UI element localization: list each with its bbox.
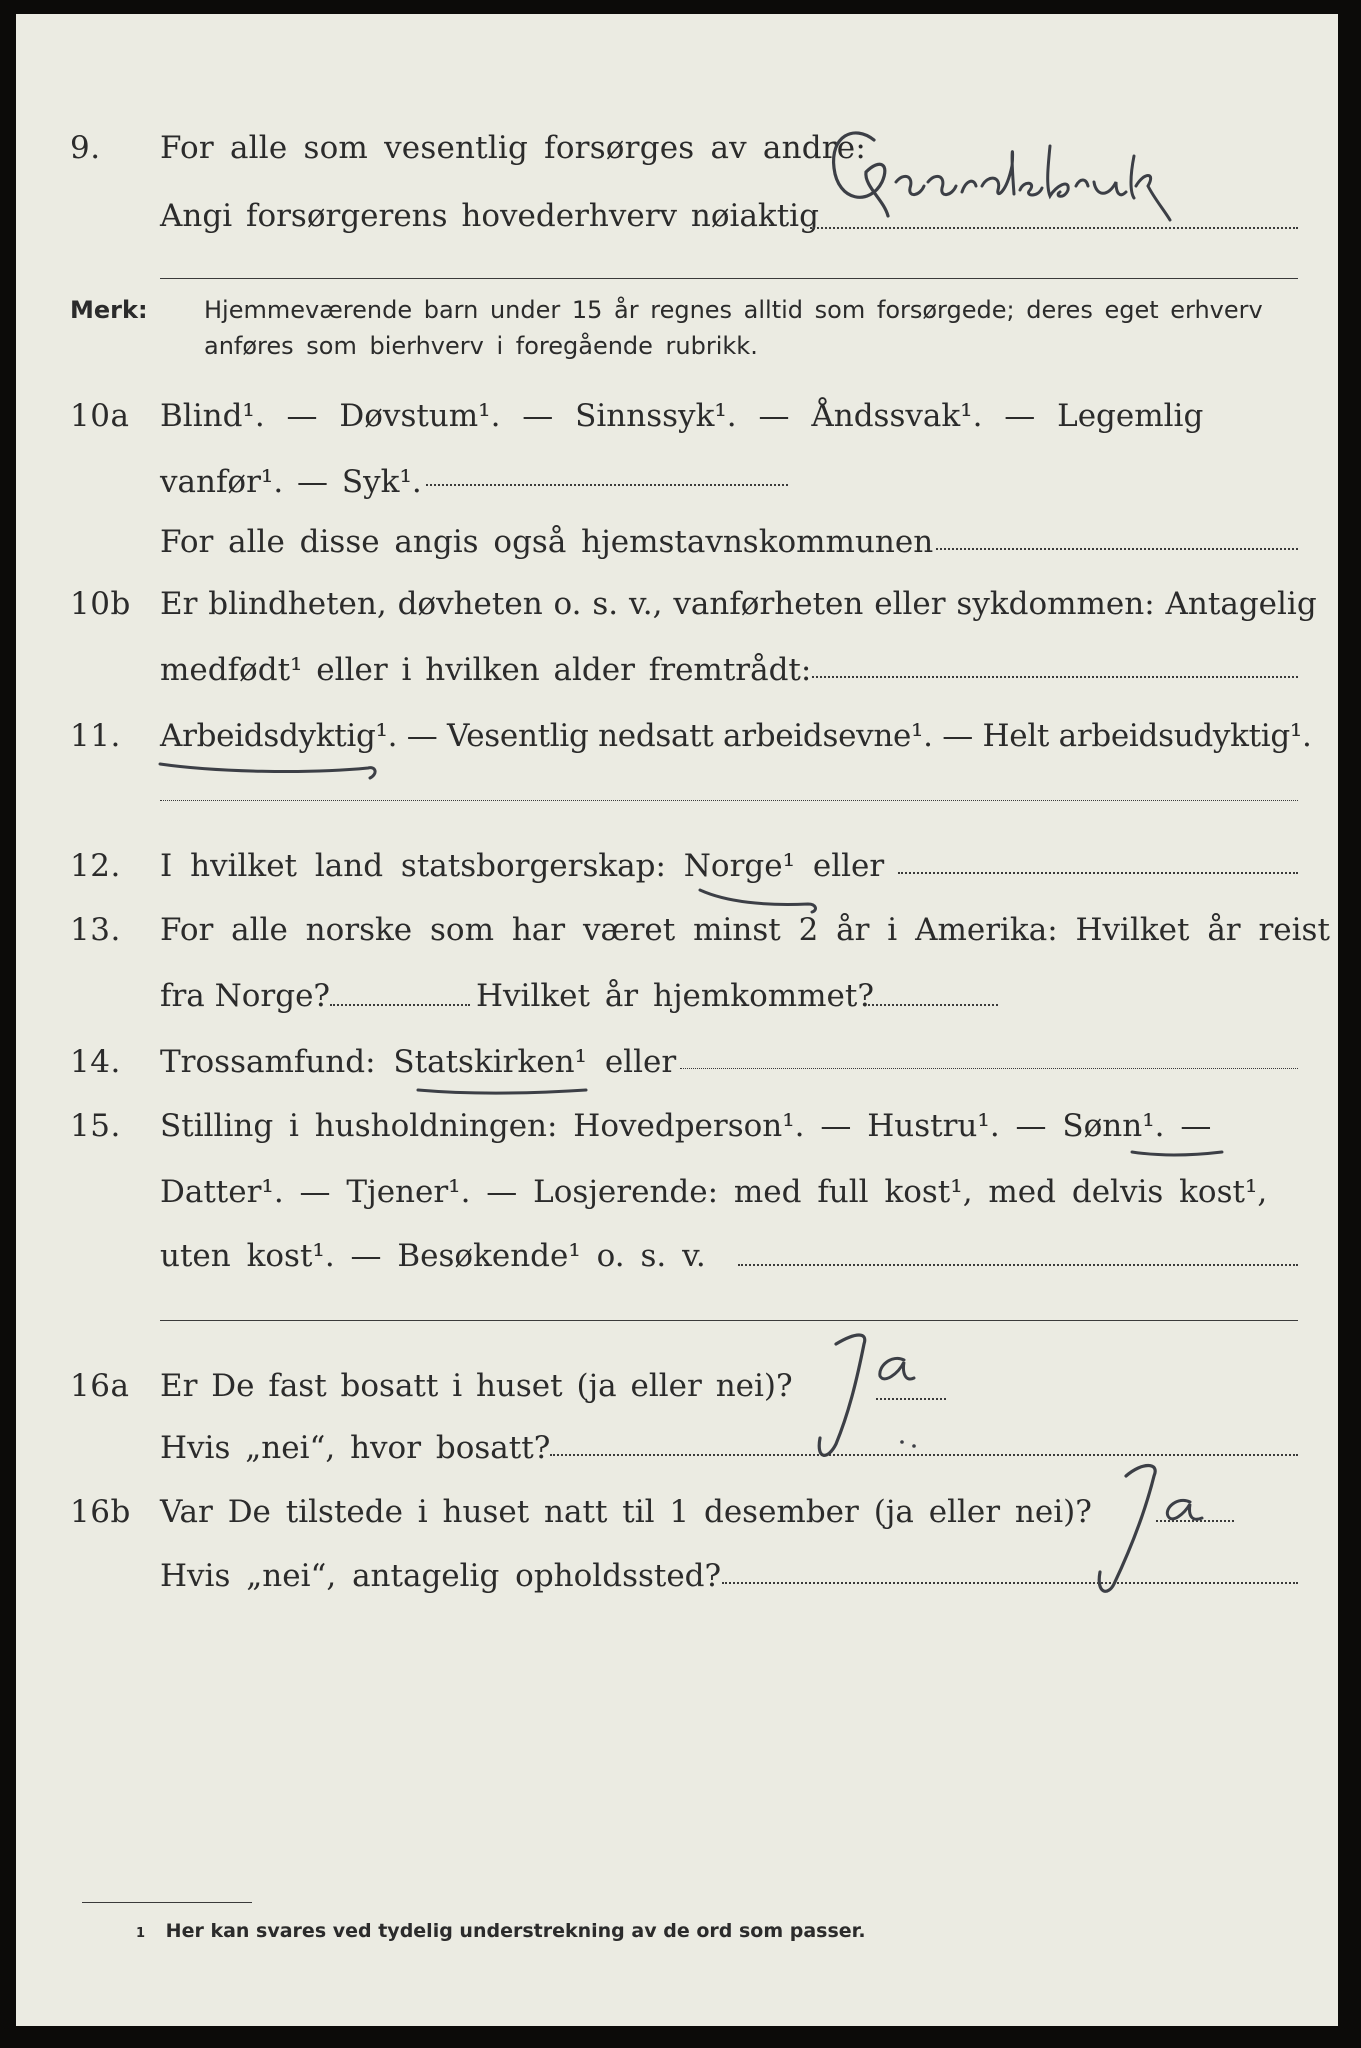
question-number: 11. [70,718,121,754]
question-text: Hvis „nei“, hvor bosatt? [160,1430,551,1466]
question-16a [16,1364,1338,1412]
question-12 [16,844,1338,892]
answer-line [868,1004,998,1006]
question-text: fra Norge? [160,978,331,1014]
answer-line [426,484,788,486]
question-11 [16,714,1338,762]
question-number: 14. [70,1044,121,1080]
footnote-text: Her kan svares ved tydelig understrekning av de ord som passer. [165,1920,866,1942]
question-number: 10a [70,398,130,434]
question-15-line-3 [16,1234,1338,1282]
question-number: 9. [70,130,101,166]
question-text: For alle disse angis også hjemstavnskommunen [160,524,934,560]
answer-line [898,872,1298,874]
answer-line [812,676,1298,678]
question-text: Trossamfund: Statskirken¹ eller [160,1044,677,1080]
question-10a-line-3 [16,520,1338,568]
section-divider [160,278,1298,279]
census-form-page [16,14,1338,2026]
question-16b-line-2 [16,1554,1338,1602]
question-number: 16a [70,1368,130,1404]
question-number: 10b [70,586,131,622]
question-number: 12. [70,848,121,884]
question-10a [16,394,1338,442]
question-13 [16,908,1338,956]
question-text: vanfør¹. — Syk¹. [160,464,422,500]
note-label: Merk: [70,296,148,324]
question-text: Angi forsørgerens hovederhverv nøiaktig [160,198,819,234]
question-text: Hvilket år hjemkommet? [476,978,874,1014]
answer-line [160,800,1298,801]
question-text: I hvilket land statsborgerskap: Norge¹ eller [160,848,885,884]
question-text: Er blindheten, døvheten o. s. v., vanførheten eller sykdommen: Antagelig [160,586,1317,622]
answer-line [876,1398,946,1400]
question-number: 16b [70,1494,131,1530]
question-number: 13. [70,912,121,948]
answer-line [680,1068,1298,1069]
question-9-line-2 [16,194,1338,242]
question-text: Arbeidsdyktig¹. — Vesentlig nedsatt arbeidsevne¹. — Helt arbeidsudyktig¹. [160,718,1312,754]
answer-line [1156,1520,1234,1522]
answer-line [722,1582,1298,1584]
question-text: medfødt¹ eller i hvilken alder fremtrådt: [160,652,812,688]
question-text: Hvis „nei“, antagelig opholdssted? [160,1558,722,1594]
question-text: Stilling i husholdningen: Hovedperson¹. — Hustru¹. — Sønn¹. — [160,1108,1212,1144]
answer-line [330,1004,470,1006]
answer-line [810,227,1298,229]
question-16b [16,1490,1338,1538]
question-text: Datter¹. — Tjener¹. — Losjerende: med full kost¹, med delvis kost¹, [160,1174,1268,1210]
answer-line [550,1454,1298,1456]
answer-line [936,548,1298,550]
question-15 [16,1104,1338,1152]
question-15-line-2 [16,1170,1338,1218]
question-text: Blind¹. — Døvstum¹. — Sinnssyk¹. — Åndssvak¹. — Legemlig [160,398,1204,434]
note-text: Hjemmeværende barn under 15 år regnes alltid som forsørgede; deres eget erhverv [204,296,1263,324]
question-number: 15. [70,1108,121,1144]
question-13-line-2 [16,974,1338,1022]
note-text: anføres som bierhverv i foregående rubrikk. [204,332,758,360]
question-10b-line-2 [16,648,1338,696]
footnote [136,1920,866,1942]
answer-line [738,1264,1298,1266]
question-text: For alle norske som har været minst 2 år i Amerika: Hvilket år reist [160,912,1330,948]
question-14 [16,1040,1338,1088]
footnote-mark: 1 [136,1926,146,1941]
question-9 [16,126,1338,174]
question-10b [16,582,1338,630]
question-text: Var De tilstede i huset natt til 1 desember (ja eller nei)? [160,1494,1092,1530]
question-text: Er De fast bosatt i huset (ja eller nei)? [160,1368,793,1404]
question-16a-line-2 [16,1426,1338,1474]
footnote-rule [82,1902,252,1903]
question-text: uten kost¹. — Besøkende¹ o. s. v. [160,1238,706,1274]
question-text: For alle som vesentlig forsørges av andre: [160,130,866,166]
section-divider [160,1320,1298,1321]
